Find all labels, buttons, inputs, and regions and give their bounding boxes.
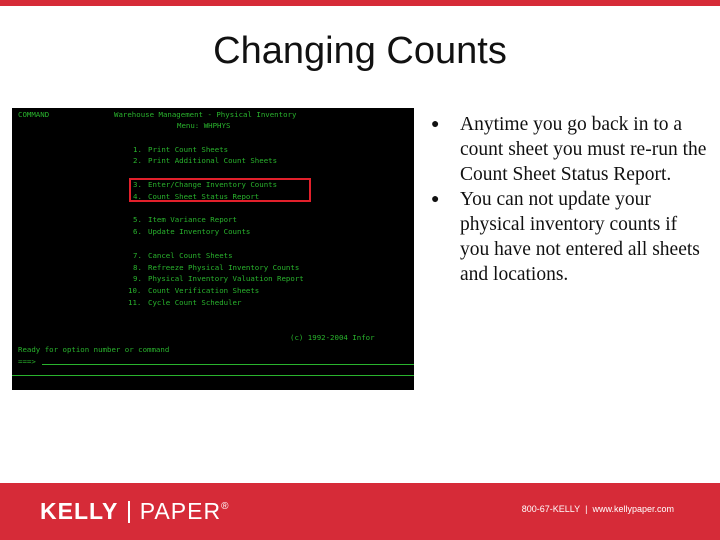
- bullet-text: Anytime you go back in to a count sheet you must re-run the Count Sheet Status Report.: [460, 114, 707, 185]
- terminal-command-label: COMMAND: [18, 110, 50, 119]
- logo-kelly: KELLY: [40, 498, 119, 524]
- menu-option-print-count-sheets: Print Count Sheets: [148, 145, 229, 154]
- footer-separator: |: [585, 504, 588, 514]
- menu-option-valuation-report: Physical Inventory Valuation Report: [148, 274, 304, 283]
- menu-option-num: 6.: [133, 227, 142, 236]
- terminal-menu-label: Menu: WHPHYS: [177, 121, 231, 130]
- terminal-status-line: Ready for option number or command: [18, 345, 170, 354]
- footer-phone: 800-67-KELLY: [521, 504, 581, 514]
- logo-registered-mark: ®: [221, 501, 230, 512]
- footer-website-link[interactable]: www.kellypaper.com: [592, 504, 674, 514]
- terminal-prompt: ===>: [18, 357, 36, 366]
- bullet-item: [426, 187, 711, 287]
- menu-option-num: 10.: [128, 286, 142, 295]
- menu-option-item-variance: Item Variance Report: [148, 215, 237, 224]
- menu-option-cancel-sheets: Cancel Count Sheets: [148, 251, 233, 260]
- terminal-divider: [12, 375, 414, 376]
- logo-paper: PAPER: [139, 498, 222, 524]
- menu-option-refreeze: Refreeze Physical Inventory Counts: [148, 263, 300, 272]
- menu-option-num: 2.: [133, 156, 142, 165]
- menu-option-num: 3.: [133, 180, 142, 189]
- menu-option-update-counts: Update Inventory Counts: [148, 227, 251, 236]
- bullet-dot-icon: ●: [431, 117, 440, 132]
- footer-contact: [522, 504, 674, 514]
- menu-option-num: 9.: [133, 274, 142, 283]
- menu-option-num: 4.: [133, 192, 142, 201]
- command-input-line[interactable]: [42, 364, 414, 365]
- bullet-dot-icon: ●: [431, 192, 440, 207]
- menu-option-enter-change-counts: Enter/Change Inventory Counts: [148, 180, 278, 189]
- highlight-box: [129, 178, 311, 202]
- footer-bar: [0, 483, 720, 540]
- terminal-header: Warehouse Management - Physical Inventory: [114, 110, 297, 119]
- kelly-paper-logo: [40, 498, 229, 525]
- bullet-item: [426, 112, 711, 187]
- menu-option-num: 5.: [133, 215, 142, 224]
- logo-divider: [128, 501, 130, 523]
- menu-option-num: 1.: [133, 145, 142, 154]
- slide-title: Changing Counts: [213, 30, 507, 72]
- bullet-list: [426, 112, 711, 287]
- menu-option-num: 11.: [128, 298, 142, 307]
- top-accent-strip: [0, 0, 720, 6]
- menu-option-verification-sheets: Count Verification Sheets: [148, 286, 260, 295]
- menu-option-cycle-count: Cycle Count Scheduler: [148, 298, 242, 307]
- menu-option-num: 8.: [133, 263, 142, 272]
- terminal-copyright: (c) 1992-2004 Infor: [290, 333, 375, 342]
- menu-option-print-additional: Print Additional Count Sheets: [148, 156, 278, 165]
- menu-option-num: 7.: [133, 251, 142, 260]
- menu-option-count-sheet-status: Count Sheet Status Report: [148, 192, 260, 201]
- terminal-screenshot: [12, 108, 414, 390]
- bullet-text: You can not update your physical inventory counts if you have not entered all sheets and locations.: [460, 189, 700, 285]
